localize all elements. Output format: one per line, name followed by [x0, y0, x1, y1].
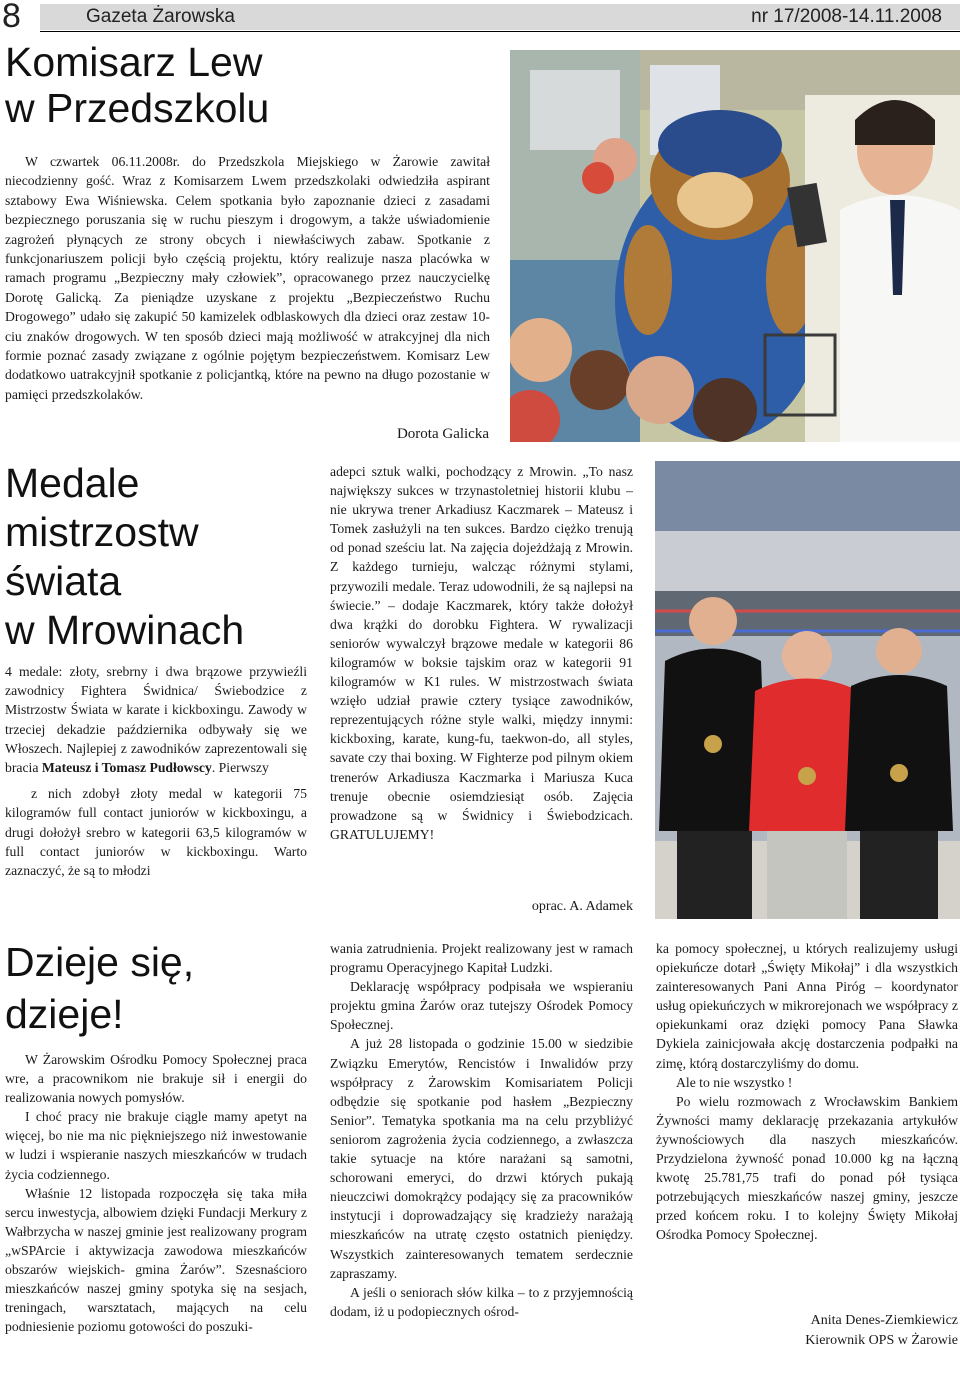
article-dzieje-sie [0, 936, 960, 1400]
section-divider [0, 450, 960, 451]
header-rule [40, 31, 960, 32]
article-paragraph: A jeśli o seniorach słów kilka – to z przyjemnością dodam, iż u podopiecznych ośrod- [330, 1284, 633, 1319]
article-paragraph: ka pomocy społecznej, u których realizujemy usługi opiekuńcze dotarł „Święty Mikołaj” i dla wszystkich zainteresowanych Pani Anna Piróg – koordynator usług opiekuńczych w mikrorejonach we współpracy z opiekunkami oraz dzięki pomocy Pana Sławka Dykiela zainicjowała akcję dostarczenia podpałki na zimę, którą dostarczyliśmy do domu. [656, 941, 958, 1071]
article-paragraph: Ale to nie wszystko ! [676, 1074, 793, 1090]
headline-line: Dzieje się, [5, 939, 195, 985]
page-number: 8 [2, 0, 21, 35]
paper-name: Gazeta Żarowska [86, 6, 235, 27]
article-3-signature [656, 1311, 958, 1351]
article-3-col3 [656, 939, 958, 1245]
article-paragraph: W czwartek 06.11.2008r. do Przedszkola Miejskiego w Żarowie zawitał niecodzienny gość. Wraz z Komisarzem Lwem przedszkolaki odwiedziła aspirant sztabowy Ewa Wiśniewska. Celem spotkania było zapoznanie dzieci z zasadami bezpiecznego poruszania się w ruchu pieszym i drogowym, a także uświadomienie zagrożeń płynących ze strony obcych i niewłaściwych zabaw. Spotkanie z funkcjonariuszem policji było częścią projektu, który realizuje nasza placówka w ramach programu „Bezpieczny mały człowiek”, opracowanego przez nauczycielkę Dorotę Galicką. Za pieniądze uzyskane z projektu „Bezpieczeństwo Ruchu Drogowego” udało się zakupić 50 kamizelek odblaskowych dla dzieci oraz zestaw 10-ciu znaków drogowych. W ten sposób dzieci mają możliwość w atrakcyjnej dla nich formie poznać zasady związane z ogólnie pojętym bezpieczeństwem. Komisarz Lew dodatkowo uatrakcyjnił spotkanie z policjantką, które na pewno na długo pozostanie w pamięci przedszkolaków. [5, 154, 490, 402]
text-run: 4 medale: złoty, srebrny i dwa brązowe przywieźli zawodnicy Fightera Świdnica/ Świebodzice z Mistrzostw Świata w karate i kickboxingu. Zawody w trzeciej dekadzie października odbywały się we Włoszech. Najlepiej z zawodników zaprezentowali się bracia [5, 664, 307, 776]
article-paragraph: adepci sztuk walki, pochodzący z Mrowin. „To nasz największy sukces w trzynastoletniej historii klubu – nie ukrywa trener Arkadiusz Kaczmarek – Mateusz i Tomek zasłużyli na ten sukces. Bardzo ciężko trenują od ponad sześciu lat. Na zajęcia dojeżdżają z Mrowin. Z każdego turnieju, walcząc różnymi stylami, przywozili medale. Teraz udowodnili, że są najlepsi na świecie.” – dodaje Kaczmarek, który także dołożył dwa krążki do dorobku Fightera. W rywalizacji seniorów wywalczył brązowe medale w kategorii 86 kilogramów w boksie tajskim oraz w kategorii 91 kilogramów w K1 rules. W mistrzostwach świata wzięło udział prawie cztery tysiące zawodników, reprezentujących różne style walki, między innymi: kickboxing, karate, kung-fu, taekwon-do, all styles, savate czy thai boxing. W Fighterze pod pilnym okiem trenerów Arkadiusza Kaczmarka i Mariusza Kuca trenuje obecnie osiemdziesiąt osób. Zajęcia prowadzone są w Świdnicy i Świebodzicach. GRATULUJEMY! [330, 464, 633, 842]
photo-fighters-with-medals [655, 461, 960, 919]
article-2-author: oprac. A. Adamek [531, 899, 633, 914]
headline-line: dzieje! [5, 991, 124, 1037]
headline-line: w Mrowinach [5, 607, 245, 653]
headline-line: w Przedszkolu [5, 84, 270, 131]
article-paragraph: Deklarację współpracy podpisała we wspieraniu projektu gmina Żarów oraz tutejszy Ośrodek Pomocy Społecznej. [330, 979, 633, 1033]
article-1-headline [5, 40, 495, 132]
page-header [0, 0, 960, 34]
article-paragraph [5, 662, 307, 777]
article-3-headline [5, 936, 305, 1040]
signature-name: Anita Denes-Ziemkiewicz [810, 1313, 958, 1328]
article-3-col1 [5, 1050, 307, 1336]
athlete-names: Mateusz i Tomasz Pudłowscy [41, 760, 212, 776]
article-3-col2 [330, 939, 633, 1321]
article-paragraph: Właśnie 12 listopada rozpoczęła się taka miła sercu inwestycja, albowiem dzięki Fundacji Merkury z Wałbrzycha w naszej gminie jest realizowany program „wSPArcie i aktywizacja zawodowa mieszkańców obszarów wiejskich- gmina Żarów”. Szesnaścioro mieszkańców naszej gminy spotyka się na sesjach, treningach, warsztatach, mających na celu podniesienie poziomu gotowości do poszuki- [5, 1185, 307, 1335]
article-paragraph: W Żarowskim Ośrodku Pomocy Społecznej praca wre, a pracownikom nie brakuje sił i energii do realizowania nowych pomysłów. [5, 1052, 307, 1106]
headline-line: Medale [5, 460, 140, 506]
headline-line: świata [5, 558, 122, 604]
article-paragraph: Po wielu rozmowach z Wrocławskim Bankiem Żywności mamy deklarację przekazania artykułów żywnościowych dla naszych mieszkańców. Przydzielona żywność ponad 10.000 kg na łączną kwotę 25.781,75 trafi do ponad pół tysiąca potrzebujących mieszkańców naszej gminy, jeszcze przed końcem roku. I to kolejny Święty Mikołaj Ośrodka Pomocy Społecznej. [656, 1093, 958, 1243]
article-1-author: Dorota Galicka [396, 426, 489, 442]
headline-line: Komisarz Lew [5, 39, 263, 85]
text-run: . Pierwszy [211, 760, 269, 776]
article-medale [0, 455, 960, 925]
article-1-body [5, 152, 490, 404]
article-paragraph: wania zatrudnienia. Projekt realizowany jest w ramach programu Operacyjnego Kapitał Ludzki. [330, 941, 633, 976]
article-2-body-col2 [330, 462, 633, 844]
article-2-headline [5, 459, 305, 655]
article-2-body-col1 [5, 662, 307, 880]
issue-number: nr 17/2008-14.11.2008 [751, 6, 942, 27]
signature-role: Kierownik OPS w Żarowie [805, 1333, 958, 1348]
article-komisarz-lew [0, 36, 960, 446]
article-paragraph: A już 28 listopada o godzinie 15.00 w siedzibie Związku Emerytów, Rencistów i Inwalidów przy współpracy z Żarowskim Komisariatem Policji odbędzie się spotkanie pod hasłem „Bezpieczny Senior”. Tematyka spotkania ma na celu przybliżyć seniorom zagrożenia życia codziennego, a zwłaszcza takie sytuacje na które narażani są samotni, schorowani emeryci, do drzwi których pukają nieuczciwi domokrążcy podający się za pracowników instytucji i doprowadzający się kradzieży narażają mieszkańców na utratę często ostatnich pieniędzy. Wszystkich zainteresowanych tematem serdecznie zapraszamy. [330, 1036, 633, 1281]
article-paragraph: z nich zdobył złoty medal w kategorii 75 kilogramów full contact juniorów w kickboxingu, a drugi dołożył srebro w kategorii 63,5 kilogramów w full contact juniorów w kickboxingu. Warto zaznaczyć, że są to młodzi [5, 786, 307, 879]
article-paragraph: I choć pracy nie brakuje ciągle mamy apetyt na więcej, bo nie ma nic piękniejszego niż inwestowanie w ludzi i wspieranie naszych mieszkańców w trudach życia codziennego. [5, 1109, 307, 1182]
headline-line: mistrzostw [5, 509, 199, 555]
photo-lion-mascot-policewoman [510, 50, 960, 442]
